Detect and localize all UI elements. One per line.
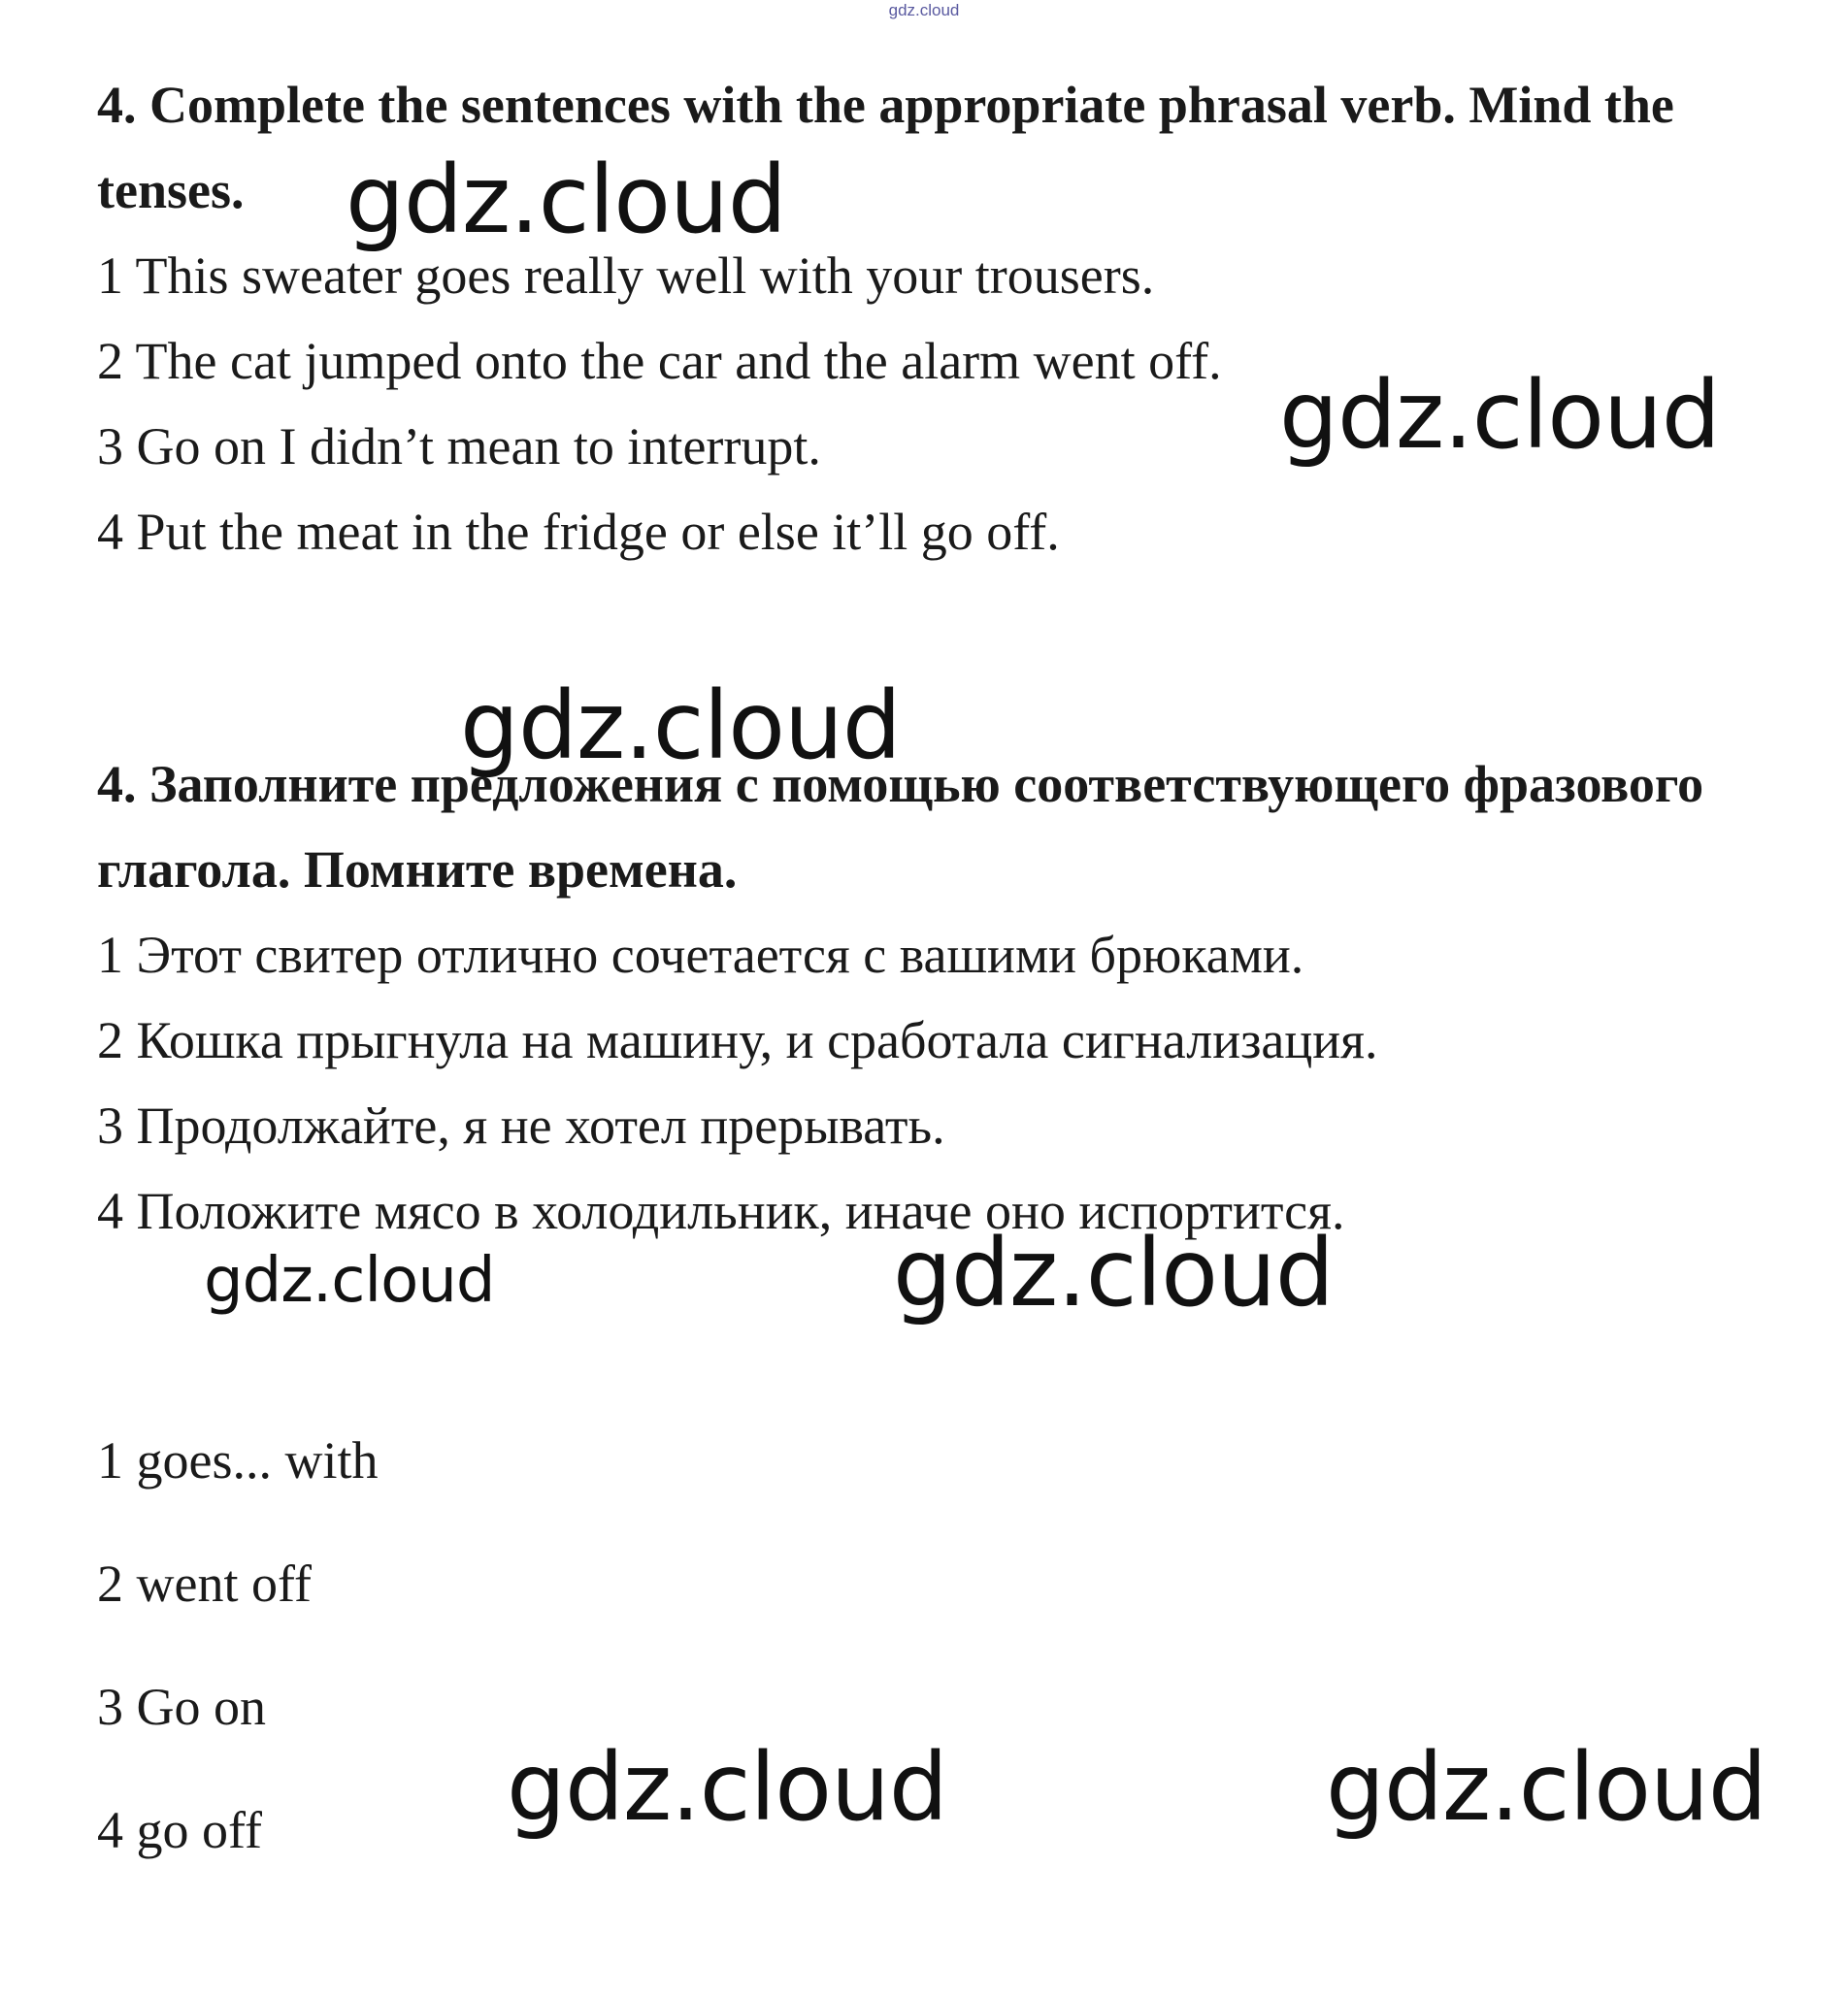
watermark: gdz.cloud <box>1279 361 1720 470</box>
watermark: gdz.cloud <box>346 146 786 254</box>
english-item-3: 3 Go on I didn’t mean to interrupt. <box>97 417 821 475</box>
russian-section <box>97 741 1747 1254</box>
russian-item-3: 3 Продолжайте, я не хотел прерывать. <box>97 1097 945 1155</box>
english-item-2: 2 The cat jumped onto the car and the alarm went off. <box>97 332 1222 390</box>
russian-item-4: 4 Положите мясо в холодильник, иначе оно испортится. <box>97 1182 1345 1240</box>
document-page <box>97 62 1747 1892</box>
watermark: gdz.cloud <box>1326 1733 1766 1842</box>
english-section <box>97 62 1747 574</box>
watermark: gdz.cloud <box>507 1733 947 1842</box>
answer-1: 1 goes... with <box>97 1431 379 1490</box>
watermark: gdz.cloud <box>460 671 901 780</box>
english-heading: 4. Complete the sentences with the appropriate phrasal verb. Mind the tenses. <box>97 76 1674 219</box>
russian-heading: 4. Заполните предложения с помощью соответствующего фразового глагола. Помните времена. <box>97 755 1704 899</box>
watermark: gdz.cloud <box>204 1245 495 1317</box>
english-item-1: 1 This sweater goes really well with your trousers. <box>97 246 1155 305</box>
russian-item-1: 1 Этот свитер отлично сочетается с вашими брюками. <box>97 926 1304 984</box>
english-item-4: 4 Put the meat in the fridge or else it’ll go off. <box>97 503 1060 561</box>
answer-4: 4 go off <box>97 1801 262 1859</box>
russian-item-2: 2 Кошка прыгнула на машину, и сработала сигнализация. <box>97 1011 1378 1069</box>
watermark: gdz.cloud <box>893 1219 1334 1327</box>
answer-3: 3 Go on <box>97 1678 266 1736</box>
top-watermark: gdz.cloud <box>888 1 960 19</box>
answer-2: 2 went off <box>97 1555 312 1613</box>
